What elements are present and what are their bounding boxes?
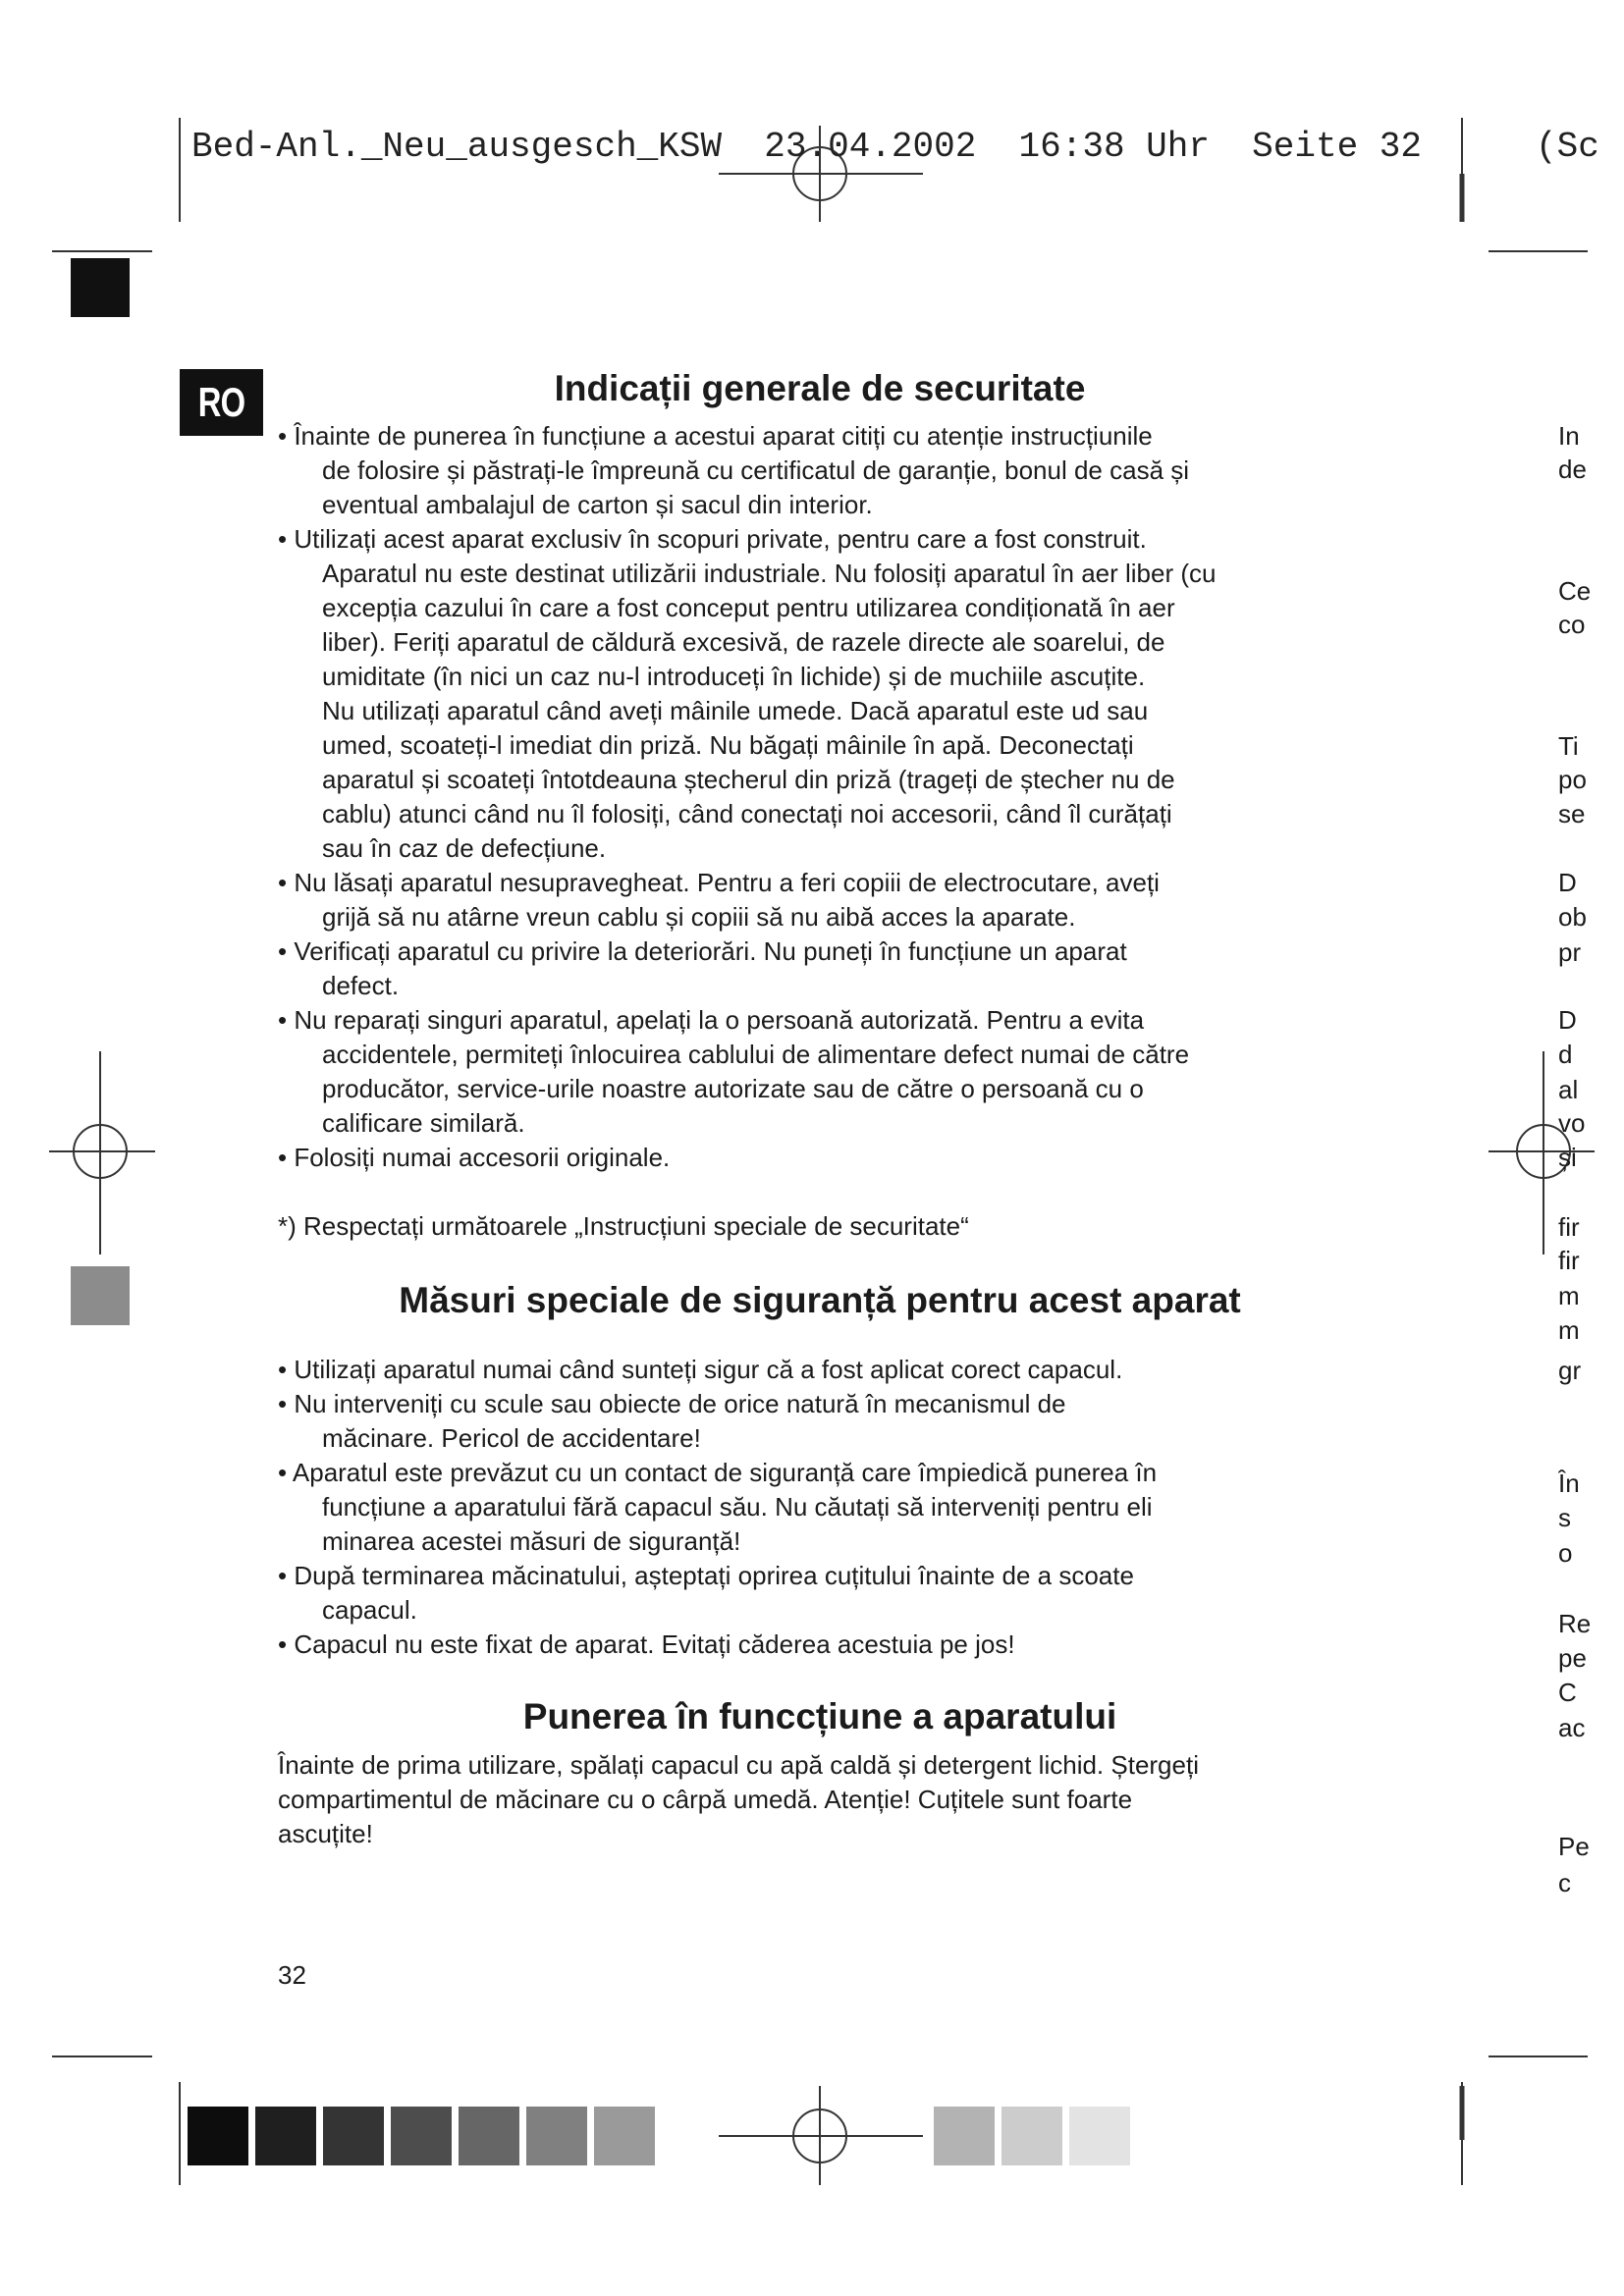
adjacent-page-fragment: po: [1558, 765, 1587, 794]
list-item: [278, 1628, 1157, 1662]
gray-step-1: [188, 2107, 248, 2165]
list-item-line: de folosire și păstrați-le împreună cu certificatul de garanție, bonul de casă și: [322, 455, 1190, 485]
next-page-slug-fragment: (Sc: [1536, 127, 1599, 167]
black-registration-square: [71, 258, 130, 317]
section-title-startup: Punerea în funccțiune a aparatului: [522, 1696, 1117, 1736]
list-item-line: • Înainte de punerea în funcțiune a acestui aparat citiți cu atenție instrucțiunile: [278, 421, 1153, 451]
list-item: [278, 522, 1216, 866]
list-item-line: liber). Feriți aparatul de căldură excesivă, de razele directe ale soarelui, de: [322, 627, 1165, 657]
list-item-line: • Utilizați aparatul numai când sunteți sigur că a fost aplicat corect capacul.: [278, 1355, 1123, 1384]
adjacent-page-fragment: Re: [1558, 1609, 1592, 1638]
adjacent-page-fragment: al: [1558, 1075, 1579, 1104]
paragraph-line: Înainte de prima utilizare, spălați capacul cu apă caldă și detergent lichid. Ștergeți: [278, 1750, 1199, 1780]
list-item-line: • Verificați aparatul cu privire la deteriorări. Nu puneți în funcțiune un aparat: [278, 936, 1127, 966]
adjacent-page-fragment: m: [1558, 1281, 1580, 1310]
list-item: [278, 1456, 1157, 1559]
list-item-line: producător, service-urile noastre autorizate sau de către o persoană cu o: [322, 1074, 1144, 1103]
adjacent-page-fragment: fir: [1558, 1246, 1580, 1275]
list-item-line: Nu utilizați aparatul când aveți mâinile umede. Dacă aparatul este ud sau: [322, 696, 1149, 725]
grayscale-color-bar: [188, 2107, 1130, 2165]
adjacent-page-fragment: In: [1558, 421, 1580, 451]
list-item-line: umiditate (în nici un caz nu-l introduceți în lichide) și de muchiile ascuțite.: [322, 662, 1146, 691]
list-item-line: • După terminarea măcinatului, așteptați oprirea cuțitului înainte de a scoate: [278, 1561, 1134, 1590]
adjacent-page-column: [1558, 0, 1624, 2296]
list-item-line: cablu) atunci când nu îl folosiți, când conectați noi accesorii, când îl curățați: [322, 799, 1172, 828]
list-item-line: grijă să nu atârne vreun cablu și copiii să nu aibă acces la aparate.: [322, 902, 1076, 932]
list-item-line: • Folosiți numai accesorii originale.: [278, 1143, 671, 1172]
list-item: [278, 1353, 1157, 1387]
footnote-special-instructions: *) Respectați următoarele „Instrucțiuni speciale de securitate“: [278, 1211, 969, 1241]
list-item-line: • Nu interveniți cu scule sau obiecte de orice natură în mecanismul de: [278, 1389, 1066, 1418]
gray-step-4: [391, 2107, 452, 2165]
gray-step-8: [934, 2107, 995, 2165]
adjacent-page-fragment: În: [1558, 1468, 1580, 1498]
list-item: [278, 1387, 1157, 1456]
startup-paragraph: [278, 1748, 1199, 1851]
list-item-line: aparatul și scoateți întotdeauna ștecherul din priză (trageți de ștecher nu de: [322, 765, 1175, 794]
gray-step-6: [526, 2107, 587, 2165]
general-safety-list: [278, 419, 1216, 1175]
list-item-line: defect.: [322, 971, 400, 1000]
list-item: [278, 1141, 1216, 1175]
list-item-line: Aparatul nu este destinat utilizării industriale. Nu folosiți aparatul în aer liber (cu: [322, 559, 1217, 588]
adjacent-page-fragment: D: [1558, 1005, 1577, 1035]
gray-registration-square: [71, 1266, 130, 1325]
section-title-general-safety: Indicații generale de securitate: [554, 368, 1086, 408]
gray-step-2: [255, 2107, 316, 2165]
section-title-special-safety: Măsuri speciale de siguranță pentru acest aparat: [399, 1280, 1241, 1320]
list-item-line: calificare similară.: [322, 1108, 525, 1138]
list-item-line: accidentele, permiteți înlocuirea cablului de alimentare defect numai de către: [322, 1040, 1190, 1069]
adjacent-page-fragment: o: [1558, 1538, 1573, 1568]
list-item: [278, 1003, 1216, 1141]
adjacent-page-fragment: ac: [1558, 1713, 1586, 1742]
adjacent-page-fragment: gr: [1558, 1356, 1582, 1385]
special-safety-list: [278, 1353, 1157, 1662]
adjacent-page-fragment: D: [1558, 868, 1577, 897]
list-item-line: sau în caz de defecțiune.: [322, 833, 607, 863]
list-item: [278, 419, 1216, 522]
adjacent-page-fragment: ob: [1558, 902, 1587, 932]
list-item-line: • Nu reparați singuri aparatul, apelați la o persoană autorizată. Pentru a evita: [278, 1005, 1145, 1035]
bottom-crosshair-icon: [719, 2086, 923, 2185]
list-item-line: • Nu lăsați aparatul nesupravegheat. Pentru a feri copiii de electrocutare, aveți: [278, 868, 1160, 897]
page-number: 32: [278, 1960, 306, 1990]
adjacent-page-fragment: m: [1558, 1315, 1580, 1345]
adjacent-page-fragment: pe: [1558, 1643, 1587, 1673]
list-item-line: • Utilizați acest aparat exclusiv în scopuri private, pentru care a fost construit.: [278, 524, 1147, 554]
adjacent-page-fragment: pr: [1558, 937, 1582, 967]
left-crosshair-icon: [49, 1051, 155, 1255]
adjacent-page-fragment: Pe: [1558, 1832, 1590, 1861]
gray-step-9: [1001, 2107, 1062, 2165]
list-item-line: excepția cazului în care a fost conceput pentru utilizarea condiționată în aer: [322, 593, 1175, 622]
adjacent-page-fragment: C: [1558, 1678, 1577, 1707]
adjacent-page-fragment: s: [1558, 1503, 1571, 1532]
adjacent-page-fragment: c: [1558, 1868, 1571, 1897]
adjacent-page-fragment: Ce: [1558, 576, 1592, 606]
gray-step-10: [1069, 2107, 1130, 2165]
list-item-line: • Aparatul este prevăzut cu un contact de siguranță care împiedică punerea în: [278, 1458, 1158, 1487]
adjacent-page-fragment: se: [1558, 799, 1586, 828]
list-item: [278, 1559, 1157, 1628]
adjacent-page-fragment: fir: [1558, 1212, 1580, 1242]
list-item-line: • Capacul nu este fixat de aparat. Evitați căderea acestuia pe jos!: [278, 1629, 1015, 1659]
gray-step-3: [323, 2107, 384, 2165]
adjacent-page-fragment: de: [1558, 454, 1587, 484]
list-item-line: umed, scoateți-l imediat din priză. Nu băgați mâinile în apă. Deconectați: [322, 730, 1134, 760]
paragraph-line: compartimentul de măcinare cu o cârpă umedă. Atenție! Cuțitele sunt foarte: [278, 1785, 1133, 1814]
adjacent-page-fragment: Ti: [1558, 731, 1579, 761]
adjacent-page-fragment: co: [1558, 610, 1586, 639]
list-item: [278, 934, 1216, 1003]
list-item-line: funcțiune a aparatului fără capacul său. Nu căutați să interveniți pentru eli: [322, 1492, 1153, 1522]
adjacent-page-fragment: și: [1558, 1143, 1577, 1172]
language-tab-label: RO: [197, 379, 245, 425]
language-tab: [180, 369, 263, 436]
paragraph-line: ascuțite!: [278, 1819, 373, 1848]
adjacent-page-fragment: d: [1558, 1040, 1573, 1069]
list-item-line: eventual ambalajul de carton și sacul din interior.: [322, 490, 873, 519]
list-item-line: capacul.: [322, 1595, 417, 1625]
list-item-line: măcinare. Pericol de accidentare!: [322, 1423, 701, 1453]
list-item: [278, 866, 1216, 934]
adjacent-page-fragment: vo: [1558, 1108, 1586, 1138]
gray-step-7: [594, 2107, 655, 2165]
list-item-line: minarea acestei măsuri de siguranță!: [322, 1526, 741, 1556]
print-slug-line: Bed-Anl._Neu_ausgesch_KSW 23.04.2002 16:38 Uhr Seite 32: [191, 127, 1423, 167]
gray-step-5: [459, 2107, 519, 2165]
